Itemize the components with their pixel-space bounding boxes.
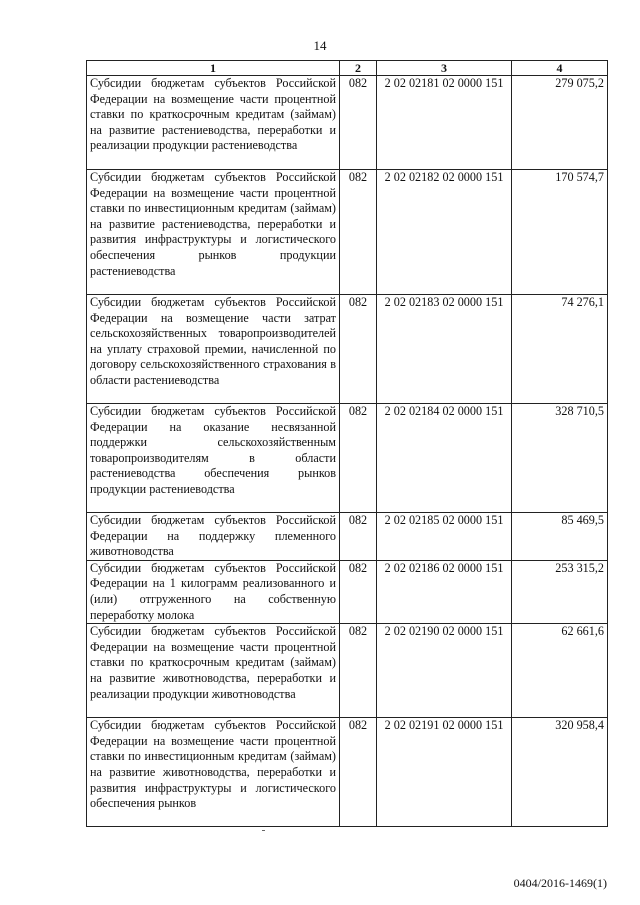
row-code: 082 [340, 404, 377, 513]
row-kbk: 2 02 02184 02 0000 151 [377, 404, 512, 513]
row-amount: 253 315,2 [512, 560, 608, 623]
row-kbk: 2 02 02186 02 0000 151 [377, 560, 512, 623]
row-name: Субсидии бюджетам субъектов Российской Федерации на возмещение части процентной ставки по инвестиционным кредитам (займам) на развитие растениеводства, переработки и развития инфраструктуры и логистического обеспечения рынков продукции растениеводства [87, 170, 340, 295]
row-name: Субсидии бюджетам субъектов Российской Федерации на возмещение части процентной ставки по краткосрочным кредитам (займам) на развитие животноводства, переработки и реализации продукции животноводства [87, 624, 340, 718]
column-header: 1 [87, 61, 340, 76]
row-code: 082 [340, 76, 377, 170]
row-amount: 320 958,4 [512, 718, 608, 827]
row-amount: 328 710,5 [512, 404, 608, 513]
table-row [87, 718, 608, 827]
row-kbk: 2 02 02190 02 0000 151 [377, 624, 512, 718]
row-amount: 85 469,5 [512, 513, 608, 561]
row-name: Субсидии бюджетам субъектов Российской Федерации на возмещение части процентной ставки по инвестиционным кредитам (займам) на развитие животноводства, переработки и развития инфраструктуры и логистического обеспечения рынков [87, 718, 340, 827]
document-id: 0404/2016-1469(1) [513, 876, 607, 890]
table-row [87, 624, 608, 718]
row-name: Субсидии бюджетам субъектов Российской Федерации на оказание несвязанной поддержки сельскохозяйственным товаропроизводителям в области растениеводства обеспечения рынков продукции растениеводства [87, 404, 340, 513]
row-kbk: 2 02 02191 02 0000 151 [377, 718, 512, 827]
table-row [87, 404, 608, 513]
table-row [87, 76, 608, 170]
row-name: Субсидии бюджетам субъектов Российской Федерации на возмещение части процентной ставки по краткосрочным кредитам (займам) на развитие растениеводства, переработки и реализации продукции растениеводства [87, 76, 340, 170]
row-kbk: 2 02 02181 02 0000 151 [377, 76, 512, 170]
row-code: 082 [340, 718, 377, 827]
row-amount: 170 574,7 [512, 170, 608, 295]
row-amount: 279 075,2 [512, 76, 608, 170]
scan-mark [262, 830, 265, 831]
page-number: 14 [313, 38, 327, 53]
row-name: Субсидии бюджетам субъектов Российской Федерации на поддержку племенного животноводства [87, 513, 340, 561]
row-name: Субсидии бюджетам субъектов Российской Федерации на 1 килограмм реализованного и (или) отгруженного на собственную переработку молока [87, 560, 340, 623]
table-row [87, 295, 608, 404]
row-name: Субсидии бюджетам субъектов Российской Федерации на возмещение части затрат сельскохозяйственных товаропроизводителей на уплату страховой премии, начисленной по договору сельскохозяйственного страхования в области растениеводства [87, 295, 340, 404]
table-row [87, 513, 608, 561]
table-row [87, 560, 608, 623]
row-code: 082 [340, 295, 377, 404]
row-kbk: 2 02 02183 02 0000 151 [377, 295, 512, 404]
table-row [87, 170, 608, 295]
column-header: 4 [512, 61, 608, 76]
row-amount: 62 661,6 [512, 624, 608, 718]
row-code: 082 [340, 624, 377, 718]
row-code: 082 [340, 560, 377, 623]
row-kbk: 2 02 02185 02 0000 151 [377, 513, 512, 561]
budget-table [86, 60, 608, 827]
row-code: 082 [340, 513, 377, 561]
column-header: 3 [377, 61, 512, 76]
row-amount: 74 276,1 [512, 295, 608, 404]
row-kbk: 2 02 02182 02 0000 151 [377, 170, 512, 295]
table-header-row [87, 61, 608, 76]
column-header: 2 [340, 61, 377, 76]
row-code: 082 [340, 170, 377, 295]
